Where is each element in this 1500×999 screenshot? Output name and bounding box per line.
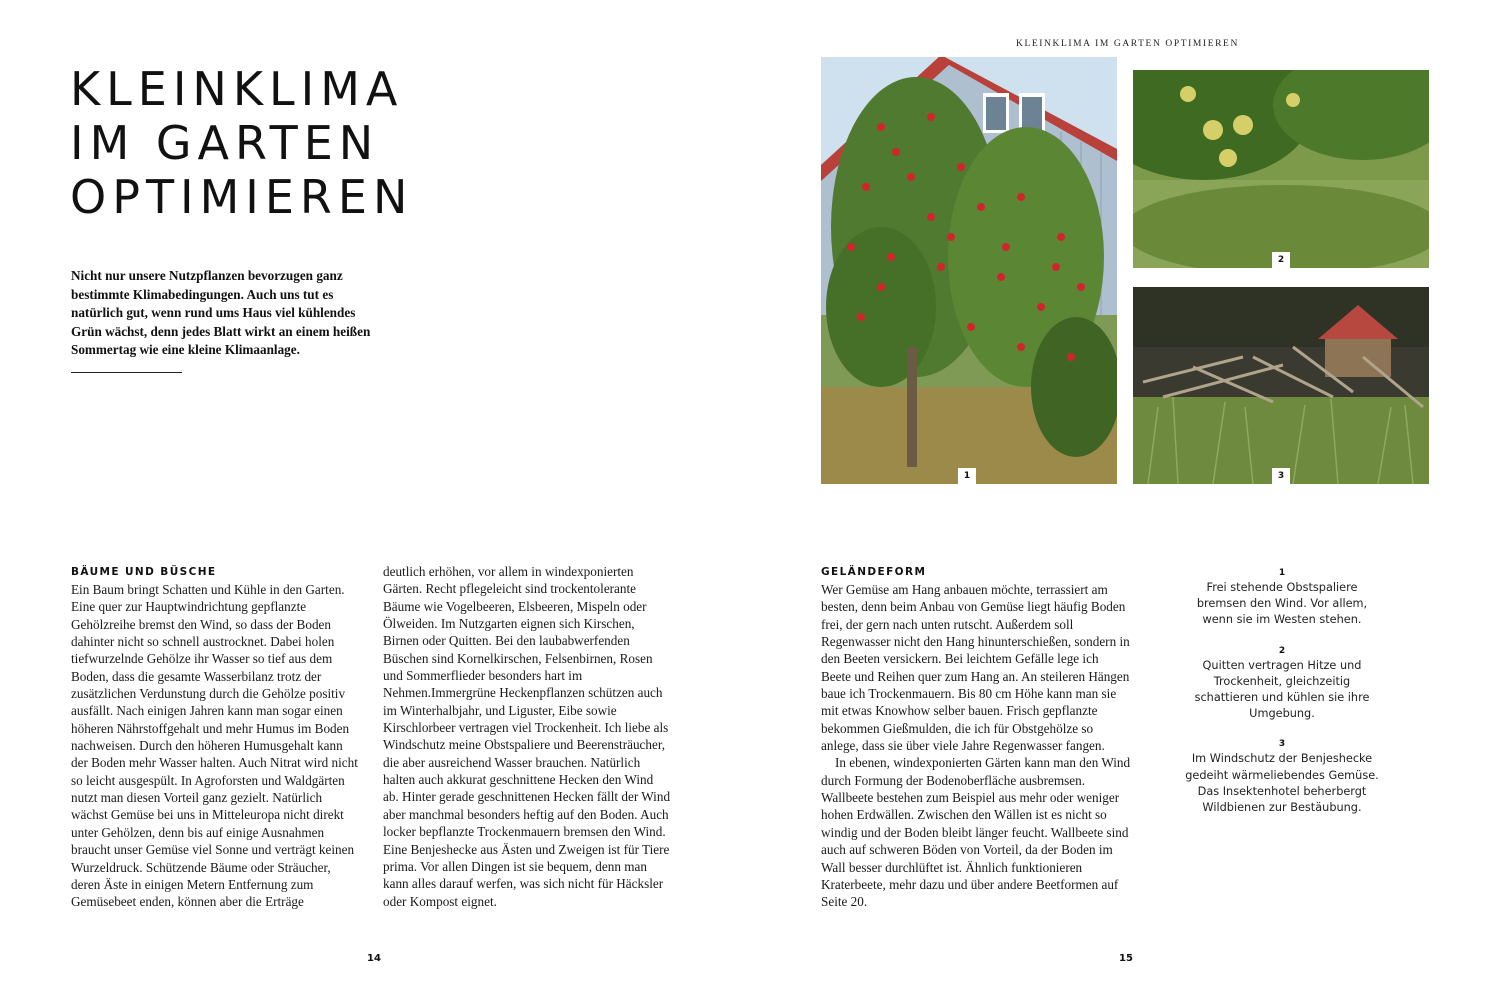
chapter-title-line-2: IM GARTEN (70, 116, 380, 170)
intro-divider (71, 372, 182, 373)
body-column-2 (383, 563, 671, 910)
caption-2 (1182, 644, 1382, 723)
chapter-title (70, 62, 413, 224)
chapter-title-line-1: KLEINKLIMA (70, 62, 404, 116)
caption-number-2: 2 (1278, 645, 1286, 656)
body-column-1 (71, 581, 361, 911)
body-paragraph-2: In ebenen, windexponierten Gärten kann man den Wind durch Formung der Bodenoberfläche ausbremsen. Wallbeete bestehen zum Beispiel aus mehr oder weniger hohen Erdwällen. Zwischen den Wällen ist es nicht so windig und der Boden bleibt länger feucht. Wallbeete sind auch auf schweren Böden von Vorteil, da der Boden im Wall besser durchlüftet ist. Ähnlich funktionieren Kraterbeete, mehr dazu und über andere Beetformen auf Seite 20. (821, 755, 1131, 910)
section-heading-gelaendeform: GELÄNDEFORM (821, 566, 927, 578)
body-column-1-text: Ein Baum bringt Schatten und Kühle in den Garten. Eine quer zur Hauptwindrichtung gepflanzte Gehölzreihe bremst den Wind, so dass der Boden dahinter nicht so schnell austrocknet. Dabei holen tiefwurzelnde Gehölze ihr Wasser so tief aus dem Boden, dass die gesamte Wasserbilanz trotz der zusätzlichen Verdunstung durch die Gehölze positiv ausfällt. Nach einigen Jahren kann man sogar einen höheren Nährstoffgehalt und mehr Humus im Boden nachweisen. Durch den höheren Humusgehalt kann der Boden mehr Wasser halten. Auch Nitrat wird nicht so leicht ausgespült. In Agroforsten und Waldgärten nutzt man diesen Vorteil ganz gezielt. Natürlich wächst Gemüse bei uns in Mitteleuropa nicht direkt unter Gehölzen, denn bis auf einige Ausnahmen braucht unser Gemüse viel Sonne und verträgt keinen Wurzeldruck. Schützende Bäume oder Sträucher, deren Äste in einigen Metern Entfernung zum Gemüsebeet enden, können aber die Erträge (71, 582, 358, 910)
photo-number-1: 1 (958, 468, 976, 484)
section-heading-baeume: BÄUME UND BÜSCHE (71, 566, 217, 578)
photo-quince-tree (1133, 70, 1429, 268)
caption-3 (1182, 737, 1382, 816)
page-number-right: 15 (1119, 953, 1133, 964)
body-column-2-text: deutlich erhöhen, vor allem in windexponierten Gärten. Recht pflegeleicht sind trockentolerante Bäume wie Vogelbeeren, Elsbeeren, Mispeln oder Ölweiden. Im Nutzgarten eignen sich Kirschen, Birnen oder Quitten. Bei den laubabwerfenden Büschen sind Kornelkirschen, Felsenbirnen, Rosen und Sommerflieder besonders hart im Nehmen.Immergrüne Heckenpflanzen schützen auch im Winterhalbjahr, und Liguster, Eibe sowie Kirschlorbeer vertragen viel Trockenheit. Ich liebe als Windschutz meine Obstspaliere und Beerensträucher, die aber ausreichend Wasser brauchen. Natürlich halten auch akkurat geschnittene Hecken den Wind ab. Hinter gerade geschnittenen Hecken fällt der Wind aber manchmal besonders heftig auf den Boden. Auch locker bepflanzte Trockenmauern bremsen den Wind. Eine Benjeshecke aus Ästen und Zweigen ist für Tiere prima. Vor allen Dingen ist sie bequem, denn man kann alles darauf werfen, was sich nicht für Häcksler oder Kompost eignet. (383, 564, 671, 909)
running-head: KLEINKLIMA IM GARTEN OPTIMIEREN (1016, 39, 1239, 49)
caption-text-3: Im Windschutz der Benjeshecke gedeiht wärmeliebendes Gemüse. Das Insektenhotel beherbergt Wildbienen zur Bestäubung. (1185, 752, 1379, 815)
chapter-title-line-3: OPTIMIEREN (70, 170, 414, 224)
intro-paragraph: Nicht nur unsere Nutzpflanzen bevorzugen ganz bestimmte Klimabedingungen. Auch uns tut es natürlich gut, wenn rund ums Haus viel kühlendes Grün wächst, denn jedes Blatt wirkt an einem heißen Sommertag wie eine kleine Klimaanlage. (71, 268, 371, 358)
body-paragraph-1: Wer Gemüse am Hang anbauen möchte, terrassiert am besten, denn beim Anbau von Gemüse liegt häufig Boden frei, der gern nach unten rutscht. Außerdem soll Regenwasser nicht den Hang hinunterschießen, sondern in den Beeten versickern. Bei leichtem Gefälle lege ich Beete und Reihen quer zum Hang an. An steileren Hängen baue ich Trockenmauern. Bis 80 cm Höhe kann man sie mit etwas Knowhow selber bauen. Frisch gepflanzte bekommen Gießmulden, die ich für Obstgehölze so anlege, dass sie über viele Jahre Regenwasser fangen. (821, 582, 1130, 754)
page-number-left: 14 (367, 953, 381, 964)
caption-text-2: Quitten vertragen Hitze und Trockenheit, gleichzeitig schattieren und kühlen sie ihre Umgebung. (1194, 658, 1370, 721)
caption-number-3: 3 (1278, 739, 1286, 750)
photo-captions (1182, 566, 1382, 831)
caption-number-1: 1 (1278, 568, 1286, 578)
photo-number-2: 2 (1272, 252, 1290, 268)
photo-espalier-apple-tree (821, 57, 1117, 484)
caption-1 (1182, 566, 1382, 629)
photo-number-3: 3 (1272, 468, 1290, 484)
caption-text-1: Frei stehende Obstspaliere bremsen den Wind. Vor allem, wenn sie im Westen stehen. (1196, 581, 1368, 627)
photo-benjeshecke (1133, 287, 1429, 484)
body-column-3 (821, 581, 1131, 911)
